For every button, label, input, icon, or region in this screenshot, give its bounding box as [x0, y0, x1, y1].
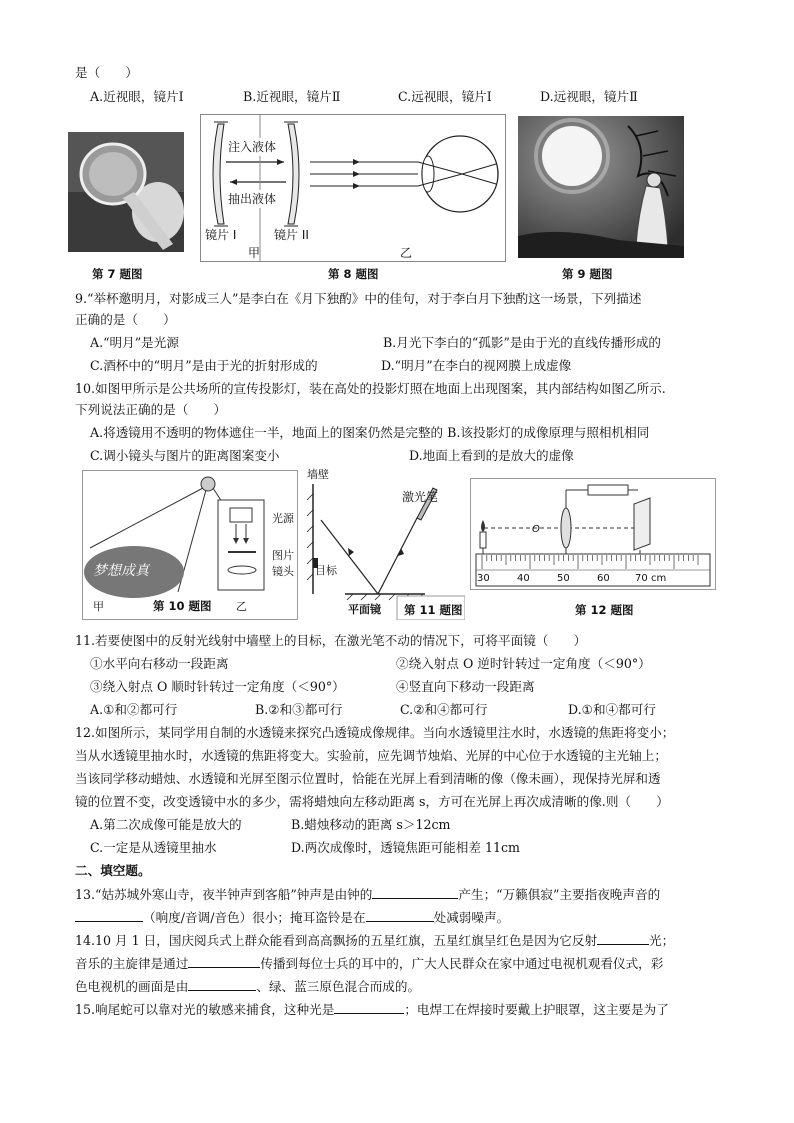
- q11-option-c: C.②和④都可行: [400, 702, 488, 717]
- q10-option-d: D.地面上看到的是放大的虚像: [409, 448, 574, 463]
- q14-text-1a: 14.10 月 1 日，国庆阅兵式上群众能看到高高飘扬的五星红旗，五星红旗呈红色是因为它反射: [75, 933, 598, 948]
- figure-12-diagram: [470, 478, 716, 590]
- q12-line-1: 12.如图所示，某同学用自制的水透镜来探究凸透镜成像规律。当向水透镜里注水时，水透镜的焦距将变小；: [75, 725, 675, 740]
- q12-line-4: 镜的位置不变，改变透镜中水的多少，需将蜡烛向左移动距离 s，方可在光屏上再次成清晰的像.则（ ）: [75, 794, 669, 809]
- figure-10-caption: 第 10 题图: [153, 599, 212, 613]
- picture-label: 图片: [272, 549, 294, 562]
- q14-text-2b: 传播到每位士兵的耳中的，广大人民群众在家中通过电视机观看仪式，彩: [260, 956, 664, 971]
- lens-1-label: 镜片 I: [205, 228, 237, 242]
- q11-item-2: ②绕入射点 O 逆时针转过一定角度（＜90°）: [396, 656, 651, 671]
- q12-option-c: C.一定是从透镜里抽水: [90, 840, 217, 855]
- q9-option-d: D.“明月”在李白的视网膜上成虚像: [381, 358, 572, 373]
- q14-text-3a: 色电视机的画面是由: [75, 979, 189, 994]
- q11-item-3: ③绕入射点 O 顺时针转过一定角度（＜90°）: [90, 679, 345, 694]
- figure-9-caption: 第 9 题图: [562, 267, 613, 281]
- q14-text-3b: 、绿、蓝三原色混合而成的。: [256, 979, 421, 994]
- q14-blank-2[interactable]: [188, 954, 260, 968]
- q11-option-d: D.①和④都可行: [568, 702, 656, 717]
- q10-line-2: 下列说法正确的是（ ）: [75, 402, 227, 417]
- q9-line-2: 正确的是（ ）: [75, 312, 176, 327]
- q13-line-2: [75, 908, 509, 927]
- q13-line-1: [75, 885, 660, 904]
- q11-item-1: ①水平向右移动一段距离: [90, 656, 229, 671]
- q14-text-1b: 光；: [649, 933, 675, 948]
- inject-liquid-label: 注入液体: [228, 140, 277, 154]
- q15-line-1: [75, 1000, 669, 1019]
- q8-option-d: D.远视眼，镜片Ⅱ: [540, 89, 638, 104]
- q12-option-a: A.第二次成像可能是放大的: [90, 817, 242, 832]
- figure-9-painting: [518, 116, 684, 258]
- q9-option-a: A.“明月”是光源: [90, 335, 179, 350]
- q14-blank-3[interactable]: [188, 977, 256, 991]
- figure-11-caption: 第 11 题图: [404, 603, 463, 617]
- q13-text-1b: 产生；“万籁俱寂”主要指夜晚声音的: [458, 887, 661, 902]
- q12-option-d: D.两次成像时，透镜焦距可能相差 11cm: [291, 840, 520, 855]
- ruler-tick-50: 50: [557, 573, 570, 584]
- ruler-tick-70: 70: [635, 573, 648, 584]
- figure-7-caption: 第 7 题图: [92, 267, 143, 281]
- q15-text-1a: 15.响尾蛇可以靠对光的敏感来捕食，这种光是: [75, 1002, 335, 1017]
- q13-text-2a: （响度/音调/音色）很小；掩耳盗铃是在: [143, 910, 366, 925]
- q8-option-b: B.近视眼，镜片Ⅱ: [243, 89, 341, 104]
- q14-line-1: [75, 931, 674, 950]
- q9-option-b: B.月光下李白的“孤影”是由于光的直线传播形成的: [383, 335, 662, 350]
- q10-option-a-b: A.将透镜用不透明的物体遮住一半，地面上的图案仍然是完整的 B.该投影灯的成像原理与照相机相同: [90, 425, 650, 440]
- q14-line-3: [75, 977, 420, 996]
- figure-11-diagram: [305, 470, 465, 620]
- figure-12-point-label: O: [532, 524, 540, 535]
- plane-mirror-label: 平面镜: [348, 603, 381, 616]
- figure-7-photo: [68, 132, 184, 252]
- figure-10-jia-label: 甲: [93, 600, 104, 613]
- q15-text-1b: ；电焊工在焊接时要戴上护眼罩，这主要是为了: [404, 1002, 669, 1017]
- q11-line-1: 11.若要使图中的反射光线射中墙壁上的目标，在激光笔不动的情况下，可将平面镜（ ）: [75, 633, 587, 648]
- figure-8-yi-label: 乙: [400, 246, 413, 260]
- extract-liquid-label: 抽出液体: [228, 192, 277, 206]
- q14-line-2: [75, 954, 663, 973]
- lens-label: 镜头: [272, 565, 294, 578]
- target-label: 目标: [315, 564, 337, 577]
- q8-option-c: C.远视眼，镜片Ⅰ: [398, 89, 492, 104]
- ruler-tick-30: 30: [477, 573, 490, 584]
- laser-pen-label: 激光笔: [402, 490, 439, 504]
- q11-option-b: B.②和③都可行: [255, 702, 343, 717]
- q14-text-2a: 音乐的主旋律是通过: [75, 956, 189, 971]
- q12-line-2: 当从水透镜里抽水时，水透镜的焦距将变大。实验前，应先调节烛焰、光屏的中心位于水透镜的主光轴上；: [75, 748, 667, 763]
- q9-option-c: C.酒杯中的“明月”是由于光的折射形成的: [90, 358, 318, 373]
- figure-12-caption: 第 12 题图: [575, 603, 634, 617]
- figure-8-diagram: [200, 114, 506, 262]
- lens-2-label: 镜片 II: [274, 228, 309, 242]
- pattern-text: 梦想成真: [93, 563, 149, 579]
- ruler-tick-60: 60: [597, 573, 610, 584]
- figure-8-caption: 第 8 题图: [328, 267, 379, 281]
- light-source-label: 光源: [272, 512, 294, 525]
- q15-blank-1[interactable]: [334, 1000, 404, 1014]
- q13-blank-2[interactable]: [75, 908, 143, 922]
- q8-tail: 是（ ）: [75, 65, 138, 80]
- q13-text-1a: 13.“姑苏城外寒山寺，夜半钟声到客船”钟声是由钟的: [75, 887, 373, 902]
- ruler-unit: cm: [651, 573, 667, 584]
- q11-item-4: ④竖直向下移动一段距离: [396, 679, 535, 694]
- wall-label: 墙壁: [307, 468, 329, 481]
- q12-line-3: 当该同学移动蜡烛、水透镜和光屏至图示位置时，恰能在光屏上看到清晰的像（像未画），现保持光屏和透: [75, 771, 661, 786]
- q8-option-a: A.近视眼，镜片Ⅰ: [90, 89, 184, 104]
- q12-option-b: B.蜡烛移动的距离 s＞12cm: [291, 817, 451, 832]
- q13-blank-3[interactable]: [366, 908, 434, 922]
- q13-text-2b: 处减弱噪声。: [433, 910, 510, 925]
- figure-10-yi-label: 乙: [236, 600, 247, 613]
- q13-blank-1[interactable]: [372, 885, 458, 899]
- q10-option-c: C.调小镜头与图片的距离图案变小: [90, 448, 280, 463]
- ruler-tick-40: 40: [517, 573, 530, 584]
- figure-8-jia-label: 甲: [248, 246, 261, 260]
- q9-line-1: 9.“举杯邀明月，对影成三人”是李白在《月下独酌》中的佳句，对于李白月下独酌这一场景，下列描述: [75, 291, 642, 306]
- q10-line-1: 10.如图甲所示是公共场所的宣传投影灯，装在高处的投影灯照在地面上出现图案，其内部结构如图乙所示.: [75, 381, 666, 396]
- section-2-title: 二、填空题。: [75, 863, 151, 878]
- q14-blank-1[interactable]: [597, 931, 649, 945]
- q11-option-a: A.①和②都可行: [90, 702, 178, 717]
